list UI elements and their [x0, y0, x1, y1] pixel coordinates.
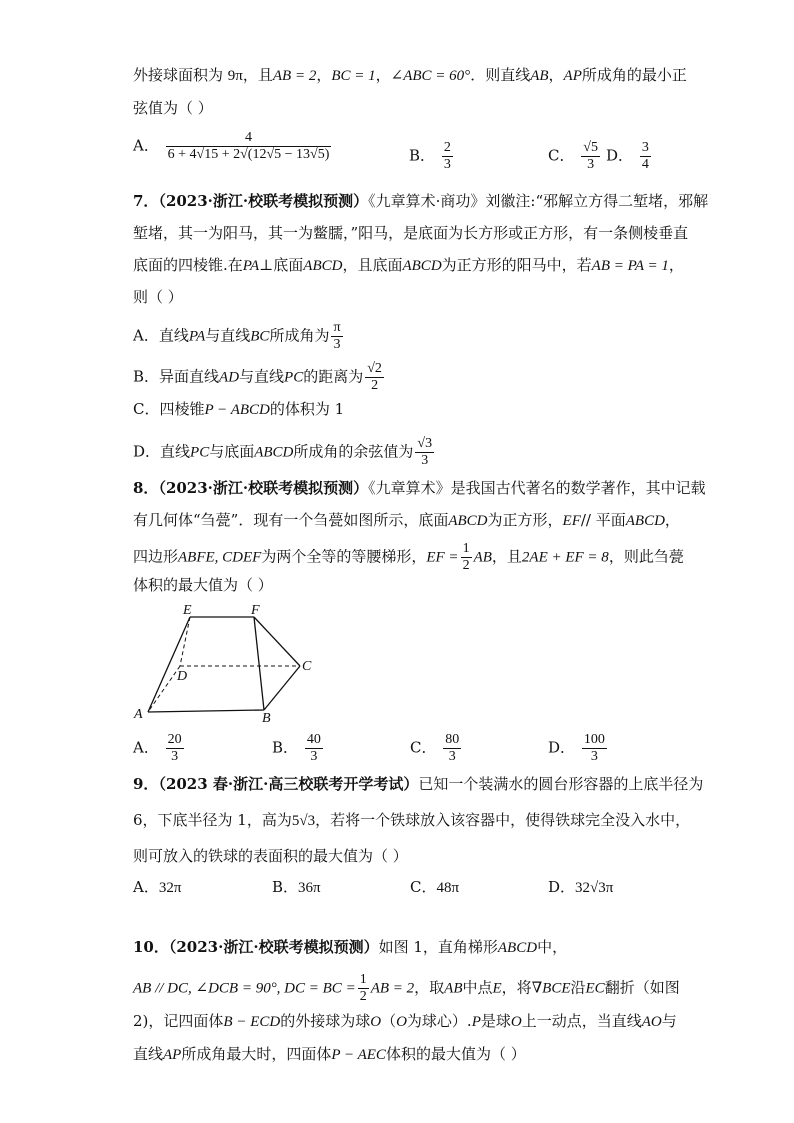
q9-text: ，若将一个铁球放入该容器中，使得铁球完全没入水中，	[315, 811, 691, 829]
q7-line2: 堑堵，其一为阳马，其一为鳖臑，”阳马，是底面为长方形或正方形，有一条侧棱垂直	[133, 224, 689, 242]
numerator: √3	[417, 436, 433, 451]
question-number: 8．	[133, 479, 159, 497]
q9-text: 6，下底半径为 1，高为	[133, 811, 292, 829]
numerator: π	[333, 320, 341, 335]
denominator: 3	[448, 749, 456, 764]
numerator: 4	[166, 130, 332, 147]
q7-text: ，	[668, 256, 684, 274]
math: ABFE, CDEF	[178, 549, 262, 566]
math: B − ECD	[223, 1014, 281, 1030]
q8-half-frac	[461, 541, 472, 574]
denominator: 3	[333, 337, 341, 352]
q10-text: 体积的最大值为（ ）	[385, 1045, 526, 1063]
numerator: 1	[359, 972, 367, 987]
q10-text: 与	[661, 1012, 677, 1030]
q9-line3: 则可放入的铁球的表面积的最大值为（ ）	[133, 847, 408, 865]
math: PC	[190, 444, 210, 461]
q10-text: 所成角最大时，四面体	[181, 1045, 332, 1063]
q10-half-frac	[358, 972, 369, 1005]
q9-option-c[interactable]	[410, 876, 459, 897]
math: AD	[219, 369, 240, 386]
option-text: 的体积为 1	[269, 400, 345, 418]
q8-optD-frac	[582, 732, 607, 765]
math: EF	[562, 513, 581, 529]
q7-line1	[133, 190, 708, 212]
denominator: 3	[443, 157, 451, 172]
q6-option-c[interactable]	[548, 140, 602, 173]
q7-abcd: ABCD	[303, 258, 343, 274]
math: AB // DC, ∠DCB = 90°, DC = BC =	[133, 980, 356, 997]
option-text: 与直线	[205, 326, 251, 345]
denominator: 3	[421, 453, 429, 468]
q6-line1	[133, 64, 687, 87]
q6-optA-frac	[166, 130, 332, 163]
q8-line2	[133, 509, 680, 532]
q6-bc: BC = 1	[331, 68, 376, 84]
q6-optB-frac	[442, 140, 453, 173]
q10-text: 沿	[570, 978, 586, 997]
q6-angle: ∠ABC = 60°	[390, 68, 471, 84]
math: P − AEC	[331, 1047, 386, 1063]
option-label: D．	[606, 146, 634, 165]
math: P	[471, 1014, 481, 1030]
option-label: A．	[133, 136, 159, 155]
q10-line3	[133, 1010, 677, 1033]
q7-option-d[interactable]	[133, 436, 436, 469]
math: O	[510, 1014, 522, 1030]
edge-ab	[148, 710, 264, 712]
q8-line3	[133, 541, 684, 574]
q8-text: 四边形	[133, 547, 179, 566]
math: AP	[163, 1047, 182, 1063]
q8-line1	[133, 477, 706, 499]
q10-line1	[133, 936, 567, 959]
math: EC	[585, 980, 605, 997]
math: ABCD	[254, 444, 294, 461]
q10-text: 如图 1，直角梯形	[378, 938, 498, 956]
edge-fb	[254, 617, 264, 710]
option-label: C．	[410, 878, 437, 896]
q6-line2: 弦值为（ ）	[133, 99, 213, 117]
q9-option-a[interactable]	[133, 876, 181, 897]
q7-text: 为正方形的阳马中，若	[441, 256, 592, 274]
q9-option-b[interactable]	[272, 876, 321, 897]
q8-text: // 平面	[580, 511, 626, 529]
q7-optA-frac	[331, 320, 342, 353]
edge-ea	[148, 617, 190, 712]
q8-option-b[interactable]	[272, 732, 325, 765]
option-label: A．	[133, 878, 159, 896]
chumeng-figure	[128, 604, 328, 724]
q10-line4	[133, 1043, 526, 1066]
option-text: B．异面直线	[133, 367, 220, 386]
option-label: C．	[548, 146, 575, 165]
option-label: C．	[410, 738, 437, 757]
option-label: B．	[409, 146, 436, 165]
q7-optB-frac	[365, 361, 384, 394]
label-d: D	[177, 669, 188, 684]
option-text: 与直线	[239, 367, 285, 386]
numerator: 3	[641, 140, 649, 155]
q6-text: 外接球面积为	[133, 66, 228, 84]
label-c: C	[302, 659, 312, 674]
q6-text: ，且	[242, 66, 273, 84]
option-text: D．直线	[133, 442, 191, 461]
math: AB = 2	[370, 980, 415, 997]
option-text: 与底面	[209, 442, 255, 461]
math: E	[492, 980, 502, 997]
q8-text: ，且	[491, 547, 522, 566]
denominator: 3	[171, 749, 179, 764]
option-value: 32√3π	[575, 880, 614, 896]
numerator: 20	[167, 732, 182, 747]
math: ABCD	[625, 513, 665, 529]
option-text: 所成角为	[269, 326, 330, 345]
q7-text: 底面的四棱锥.在	[133, 256, 243, 274]
q9-line2	[133, 809, 690, 832]
denominator: 3	[590, 749, 598, 764]
numerator: 40	[306, 732, 321, 747]
q8-optC-frac	[443, 732, 461, 765]
numerator: 1	[462, 541, 470, 556]
numerator: 2	[443, 140, 451, 155]
math: BC	[250, 328, 270, 345]
question-number: 7．	[133, 192, 159, 210]
question-number: 10．	[133, 938, 169, 956]
q8-text: 为正方形，	[487, 511, 563, 529]
option-text: C．四棱锥	[133, 400, 205, 418]
denominator: 4	[641, 157, 649, 172]
numerator: 80	[445, 732, 460, 747]
math: ABCD	[448, 513, 488, 529]
math: AB	[473, 549, 492, 566]
q8-option-d[interactable]	[548, 732, 609, 765]
math: O	[370, 1014, 382, 1030]
label-e: E	[183, 604, 192, 618]
q10-text: 的外接球为球	[280, 1012, 371, 1030]
question-number: 9．	[133, 775, 159, 793]
q7-line4: 则（ ）	[133, 288, 183, 306]
option-value: 48π	[436, 880, 460, 896]
q10-line2	[133, 972, 680, 1005]
label-a: A	[134, 707, 143, 722]
denominator: 2	[359, 989, 367, 1004]
q7-option-a[interactable]	[133, 320, 345, 353]
denominator: 6 + 4√15 + 2√(12√5 − 13√5)	[167, 147, 330, 162]
math: ABCD	[497, 940, 538, 956]
q7-line3	[133, 254, 684, 277]
q6-line-ap: AP	[563, 68, 582, 84]
option-value: 32π	[158, 880, 182, 896]
option-label: A．	[133, 738, 159, 757]
option-text: 的距离为	[303, 367, 364, 386]
q6-line-ab: AB	[530, 68, 549, 84]
math: PC	[284, 369, 304, 386]
math: AO	[641, 1014, 662, 1030]
question-source: （2023·浙江·校联考模拟预测）	[168, 938, 379, 956]
q7-text: 《九章算术·商功》刘徽注:“邪解立方得二堑堵，邪解	[368, 192, 709, 210]
q10-text: ，将	[501, 978, 532, 997]
math: ∇BCE	[531, 980, 571, 997]
denominator: 2	[462, 558, 470, 573]
edge-bc	[264, 666, 300, 710]
math: AB	[444, 980, 463, 997]
q6-ab: AB = 2	[272, 68, 317, 84]
option-label: D．	[548, 878, 576, 896]
q6-area: 9π	[227, 68, 243, 84]
question-source: （2023·浙江·校联考模拟预测）	[158, 192, 369, 210]
question-source: （2023·浙江·校联考模拟预测）	[158, 479, 369, 497]
q8-line4: 体积的最大值为（ ）	[133, 576, 273, 594]
q9-text: 已知一个装满水的圆台形容器的上底半径为	[418, 775, 704, 793]
q6-optD-frac	[640, 140, 651, 173]
edge-fc	[254, 617, 300, 666]
option-label: D．	[548, 738, 576, 757]
numerator: 100	[583, 732, 605, 747]
label-f: F	[251, 604, 260, 618]
numerator: √2	[367, 361, 382, 376]
q9-line1	[133, 773, 703, 795]
q7-optD-frac	[415, 436, 434, 469]
q8-text: 有几何体“刍甍”．现有一个刍甍如图所示，底面	[133, 511, 449, 529]
math: P − ABCD	[204, 402, 270, 418]
q10-text: 中点	[462, 978, 493, 997]
option-text: 所成角的余弦值为	[293, 442, 414, 461]
q6-option-b[interactable]	[409, 140, 455, 173]
math: 2AE + EF = 8	[521, 549, 609, 566]
math: 5√3	[291, 813, 316, 829]
edge-ed-hidden	[180, 617, 190, 666]
denominator: 3	[310, 749, 318, 764]
q10-text: 是球	[480, 1012, 511, 1030]
q7-pa-perp: PA⊥	[242, 258, 274, 274]
math: EF =	[426, 549, 459, 566]
q10-text: 中，	[537, 938, 568, 956]
q8-optB-frac	[305, 732, 323, 765]
denominator: 3	[587, 157, 595, 172]
q10-text: 为球心）.	[406, 1012, 472, 1030]
q7-text: 底面	[273, 256, 304, 274]
q7-text: ，且底面	[342, 256, 403, 274]
q10-text: ，取	[414, 978, 445, 997]
q6-text: 所成角的最小正	[581, 66, 687, 84]
math: PA	[188, 328, 206, 345]
q10-text: 上一动点，当直线	[521, 1012, 642, 1030]
option-label: B．	[272, 878, 299, 896]
q10-text: 直线	[133, 1045, 164, 1063]
q7-abcd: ABCD	[402, 258, 442, 274]
q8-option-a[interactable]	[133, 732, 186, 765]
q7-option-c[interactable]	[133, 398, 344, 421]
q10-text: 翻折（如图	[604, 978, 680, 997]
q8-optA-frac	[166, 732, 184, 765]
q8-text: 为两个全等的等腰梯形，	[261, 547, 427, 566]
q8-option-c[interactable]	[410, 732, 463, 765]
q8-text: ，	[664, 511, 680, 529]
q7-condition: AB = PA = 1	[591, 258, 669, 274]
q6-text: ，	[316, 66, 332, 84]
q6-optC-frac	[581, 140, 600, 173]
q6-option-a[interactable]	[133, 130, 333, 163]
q6-text: ，	[375, 66, 391, 84]
math: O	[396, 1014, 407, 1030]
q8-text: ，则此刍甍	[608, 547, 684, 566]
edge-da-hidden	[148, 666, 180, 712]
option-value: 36π	[298, 880, 321, 896]
option-label: B．	[272, 738, 299, 757]
question-source: （2023 春·浙江·高三校联考开学考试）	[158, 775, 419, 793]
q10-text: （	[381, 1012, 397, 1030]
option-text: A．直线	[133, 326, 189, 345]
label-b: B	[262, 711, 271, 724]
denominator: 2	[371, 378, 379, 393]
q10-text: 2)，记四面体	[133, 1012, 224, 1030]
q6-option-d[interactable]	[606, 140, 653, 173]
q6-text: ，	[548, 66, 564, 84]
q7-option-b[interactable]	[133, 361, 386, 394]
q9-option-d[interactable]	[548, 876, 613, 897]
numerator: √5	[583, 140, 598, 155]
q6-text: ．则直线	[470, 66, 531, 84]
q8-text: 《九章算术》是我国古代著名的数学著作，其中记载	[368, 479, 706, 497]
